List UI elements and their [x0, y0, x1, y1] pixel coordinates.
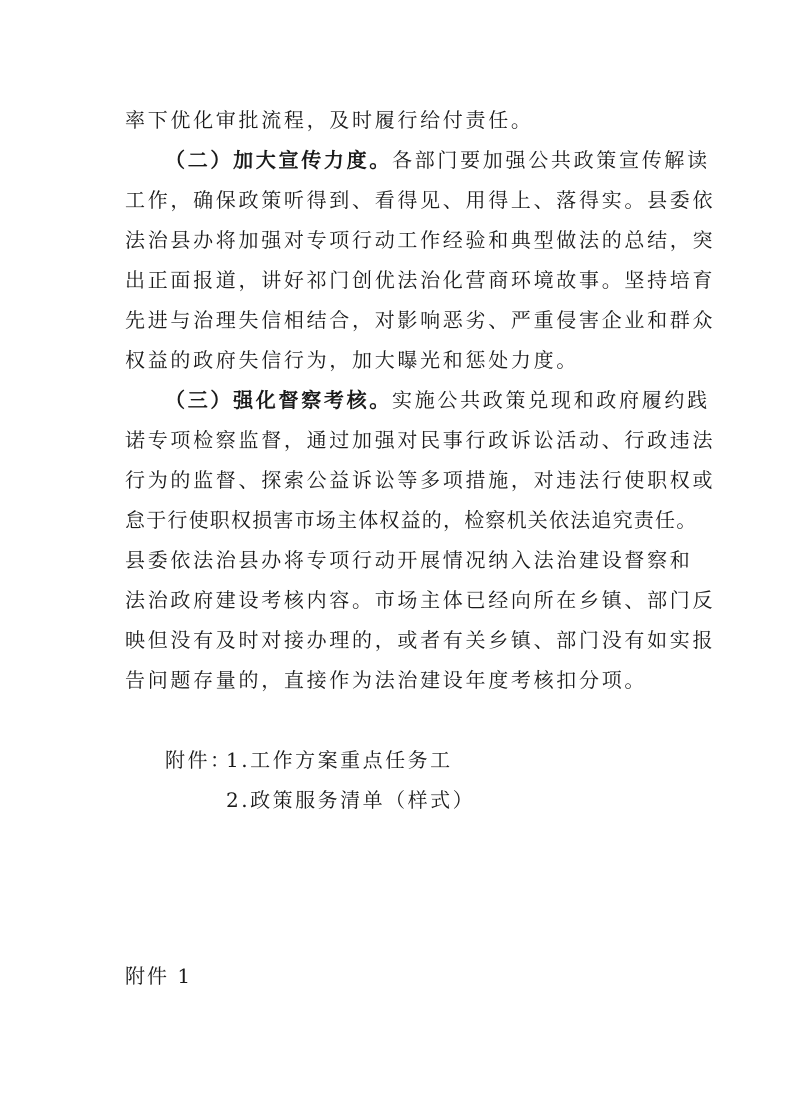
attachment-1-label: 附件 1 — [125, 964, 193, 988]
attachment-item-2: 2.政策服务清单（样式） — [226, 788, 476, 812]
paragraph-line: 权益的政府失信行为，加大曝光和惩处力度。 — [125, 348, 579, 372]
section-2-heading: （二）加大宣传力度。 — [165, 148, 392, 172]
section-2-first-line — [165, 146, 710, 174]
paragraph-line: 先进与治理失信相结合，对影响恶劣、严重侵害企业和群众 — [125, 308, 716, 332]
paragraph-line: 告问题存量的，直接作为法治建设年度考核扣分项。 — [125, 668, 648, 692]
paragraph-line: 率下优化审批流程，及时履行给付责任。 — [125, 108, 534, 132]
paragraph-line: 工作，确保政策听得到、看得见、用得上、落得实。县委依 — [125, 188, 716, 212]
paragraph-line: 映但没有及时对接办理的，或者有关乡镇、部门没有如实报 — [125, 628, 716, 652]
attachments-label: 附件： — [165, 748, 233, 772]
section-3-heading: （三）强化督察考核。 — [165, 388, 392, 412]
paragraph-line: 行为的监督、探索公益诉讼等多项措施，对违法行使职权或 — [125, 468, 716, 492]
attachment-item-1: 1.工作方案重点任务工 — [226, 748, 453, 772]
section-3-first-line-text: 实施公共政策兑现和政府履约践 — [392, 388, 710, 412]
section-2-first-line-text: 各部门要加强公共政策宣传解读 — [392, 148, 710, 172]
paragraph-line: 县委依法治县办将专项行动开展情况纳入法治建设督察和 — [125, 548, 693, 572]
paragraph-line: 法治县办将加强对专项行动工作经验和典型做法的总结，突 — [125, 228, 716, 252]
paragraph-line: 法治政府建设考核内容。市场主体已经向所在乡镇、部门反 — [125, 588, 716, 612]
paragraph-line: 怠于行使职权损害市场主体权益的，检察机关依法追究责任。 — [125, 508, 698, 532]
paragraph-line: 出正面报道，讲好祁门创优法治化营商环境故事。坚持培育 — [125, 268, 716, 292]
paragraph-line: 诺专项检察监督，通过加强对民事行政诉讼活动、行政违法 — [125, 428, 716, 452]
section-3-first-line — [165, 386, 710, 414]
